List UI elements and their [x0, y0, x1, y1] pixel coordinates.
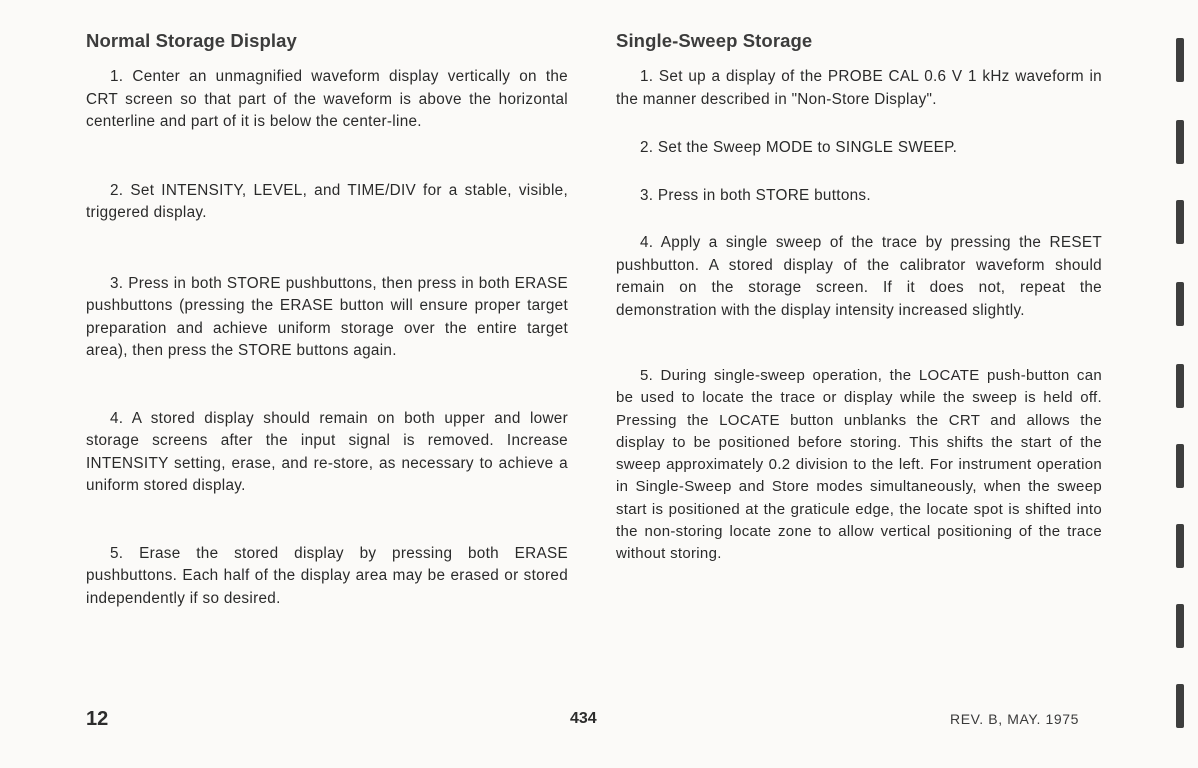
step-paragraph: 1. Set up a display of the PROBE CAL 0.6 V 1 kHz waveform in the manner described in "Non-Store Display".	[616, 68, 1102, 108]
index-tab-mark	[1176, 120, 1184, 164]
section-heading: Single-Sweep Storage	[616, 30, 813, 51]
step-paragraph: 5. During single-sweep operation, the LOCATE push-button can be used to locate the trace or display while the sweep is held off. Pressing the LOCATE button unblanks the CRT and allows the display to be positioned before storing. This shifts the start of the sweep approximately 0.2 division to the left. For instrument operation in Single-Sweep and Store modes simultaneously, when the sweep start is positioned at the graticule edge, the locate spot is shifted into the non-storing locate zone to allow vertical positioning of the trace without storing.	[616, 367, 1102, 563]
step-paragraph: 4. Apply a single sweep of the trace by pressing the RESET pushbutton. A stored display of the calibrator waveform should remain on the storage screen. If it does not, repeat the demonstration with the display intensity increased slightly.	[616, 234, 1102, 319]
index-tab-mark	[1176, 364, 1184, 408]
step-paragraph: 3. Press in both STORE buttons.	[640, 186, 871, 204]
step-paragraph: 3. Press in both STORE pushbuttons, then press in both ERASE pushbuttons (pressing the ERASE button will ensure proper target preparation and achieve uniform storage over the entire target area), then press the STORE buttons again.	[86, 274, 568, 359]
step-paragraph: 1. Center an unmagnified waveform display vertically on the CRT screen so that part of the waveform is above the horizontal centerline and part of it is below the center-line.	[86, 68, 568, 130]
index-tab-mark	[1176, 200, 1184, 244]
normal-storage-section	[86, 30, 568, 610]
step-paragraph: 2. Set the Sweep MODE to SINGLE SWEEP.	[640, 139, 958, 156]
index-tab-mark	[1176, 282, 1184, 326]
index-tab-mark	[1176, 684, 1184, 728]
page-number: 12	[86, 708, 109, 730]
scan-number: 434	[570, 710, 597, 727]
step-paragraph: 5. Erase the stored display by pressing both ERASE pushbuttons. Each half of the display area may be erased or stored independently if so desired.	[86, 544, 568, 607]
step-paragraph: 4. A stored display should remain on both upper and lower storage screens after the input signal is removed. Increase INTENSITY setting, erase, and re-store, as necessary to achieve a uniform stored display.	[86, 409, 568, 494]
index-tab-mark	[1176, 444, 1184, 488]
revision-label: REV. B, MAY. 1975	[950, 711, 1080, 727]
single-sweep-section	[616, 30, 1102, 566]
index-tab-mark	[1176, 604, 1184, 648]
index-tab-mark	[1176, 38, 1184, 82]
step-paragraph: 2. Set INTENSITY, LEVEL, and TIME/DIV for a stable, visible, triggered display.	[86, 181, 568, 221]
index-tabs	[1168, 0, 1198, 768]
section-heading: Normal Storage Display	[86, 30, 297, 51]
index-tab-mark	[1176, 524, 1184, 568]
